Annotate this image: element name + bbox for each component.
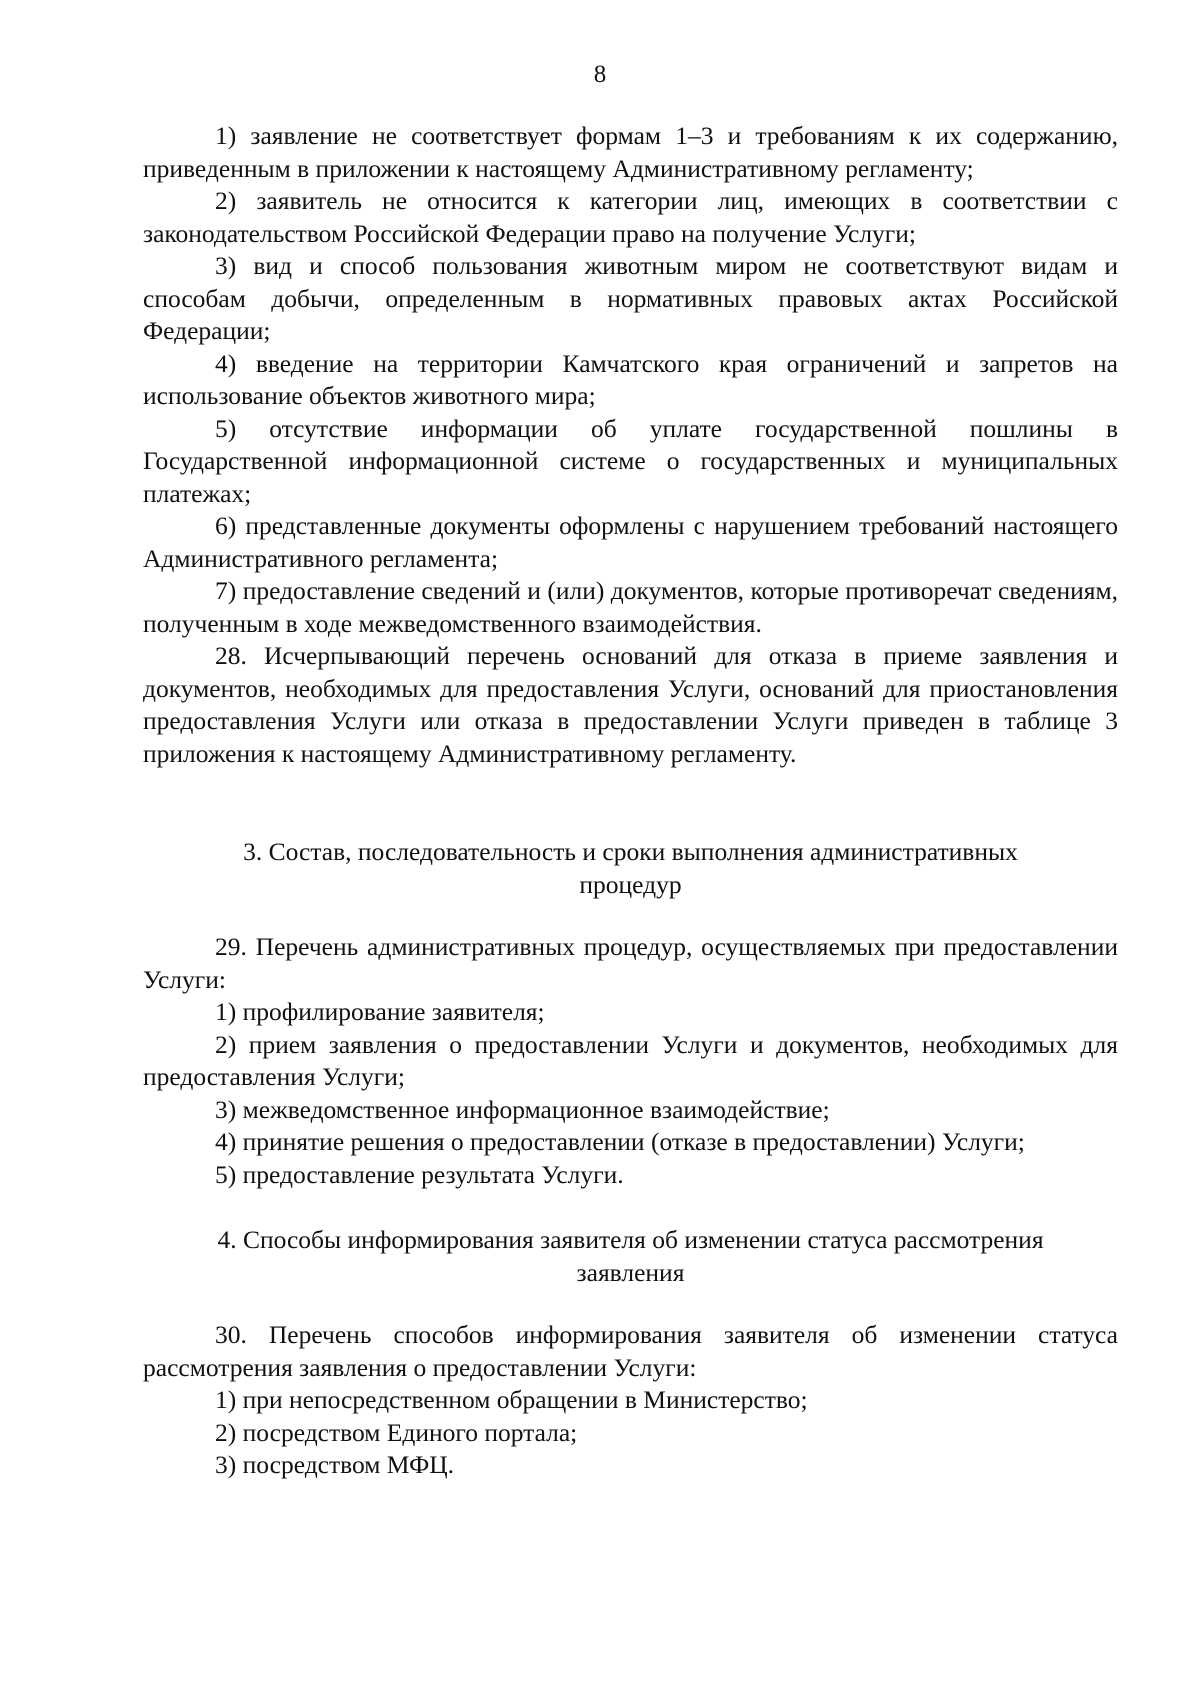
paragraph-item-1: 1) заявление не соответствует формам 1–3 и требованиям к их содержанию, приведенным в приложении к настоящему Административному регламенту; <box>143 121 1118 183</box>
section-heading-3-line-2: процедур <box>579 869 682 899</box>
procedure-item-5: 5) предоставление результата Услуги. <box>215 1159 624 1189</box>
section-heading-3 <box>143 836 1118 901</box>
procedure-item-4: 4) принятие решения о предоставлении (отказе в предоставлении) Услуги; <box>215 1127 1025 1156</box>
paragraph-28: 28. Исчерпывающий перечень оснований для отказа в приеме заявления и документов, необходимых для предоставления Услуги, оснований для приостановления предоставления Услуги или отказа в предоставлении Услуги приведен в таблице 3 приложения к настоящему Административному регламенту. <box>143 641 1118 768</box>
procedure-item-2: 2) прием заявления о предоставлении Услуги и документов, необходимых для предоставления Услуги; <box>143 1029 1118 1091</box>
paragraph-item-2: 2) заявитель не относится к категории лиц, имеющих в соответствии с законодательством Российской Федерации право на получение Услуги; <box>143 186 1118 248</box>
procedure-item-1: 1) профилирование заявителя; <box>215 997 545 1026</box>
paragraph-item-4: 4) введение на территории Камчатского края ограничений и запретов на использование объектов животного мира; <box>143 348 1118 410</box>
method-item-1: 1) при непосредственном обращении в Министерство; <box>215 1385 808 1414</box>
procedure-item-3: 3) межведомственное информационное взаимодействие; <box>215 1094 830 1124</box>
section-heading-3-line-1: 3. Состав, последовательность и сроки выполнения административных <box>243 837 1018 866</box>
section-heading-4-line-1: 4. Способы информирования заявителя об изменении статуса рассмотрения <box>217 1225 1044 1254</box>
paragraph-29: 29. Перечень административных процедур, осуществляемых при предоставлении Услуги: <box>143 932 1118 994</box>
notification-methods-section <box>143 1319 1118 1482</box>
paragraph-30: 30. Перечень способов информирования заявителя об изменении статуса рассмотрения заявления о предоставлении Услуги: <box>143 1320 1118 1382</box>
paragraph-item-5: 5) отсутствие информации об уплате государственной пошлины в Государственной информационной системе о государственных и муниципальных платежах; <box>143 413 1118 508</box>
method-item-2: 2) посредством Единого портала; <box>215 1417 578 1447</box>
page-number: 8 <box>593 61 607 88</box>
refusal-grounds-section <box>143 120 1118 770</box>
paragraph-item-7: 7) предоставление сведений и (или) документов, которые противоречат сведениям, полученным в ходе межведомственного взаимодействия. <box>143 576 1118 638</box>
section-heading-4 <box>143 1224 1118 1289</box>
paragraph-item-3: 3) вид и способ пользования животным миром не соответствуют видам и способам добычи, определенным в нормативных правовых актах Российской Федерации; <box>143 251 1118 345</box>
paragraph-item-6: 6) представленные документы оформлены с нарушением требований настоящего Административного регламента; <box>143 511 1118 573</box>
procedures-section <box>143 931 1118 1191</box>
method-item-3: 3) посредством МФЦ. <box>215 1450 455 1479</box>
section-heading-4-line-2: заявления <box>576 1257 685 1287</box>
